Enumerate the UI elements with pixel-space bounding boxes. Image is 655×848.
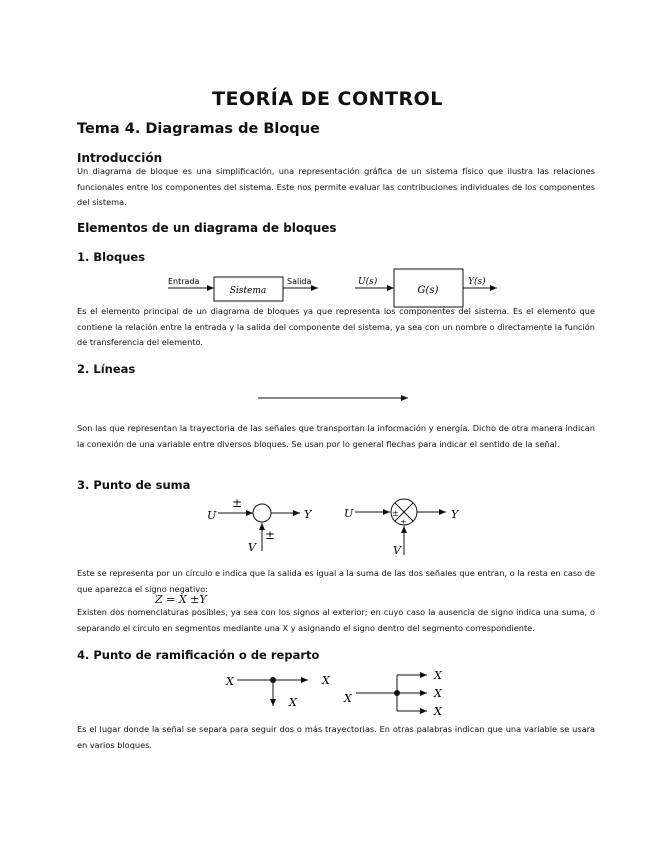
sum2-u-label: U: [344, 507, 354, 520]
input-label: Entrada: [168, 277, 200, 286]
branch2-x-bottom: X: [434, 705, 442, 718]
g-block-label: G(s): [417, 285, 439, 296]
intro-heading: Introducción: [77, 151, 163, 165]
branch1-x-down: X: [289, 696, 297, 709]
intro-paragraph: Un diagrama de bloque es una simplificación, una representación gráfica de un sistema físico que ilustra las relaciones funcionales entre los componentes del sistema. Este nos permite evaluar las contribuciones individuales de los componentes del sistema.: [77, 166, 595, 208]
summing-paragraph-2: Existen dos nomenclaturas posibles, ya sea con los signos al exterior; en cuyo caso la ausencia de signo indica una suma, o separando el círculo en segmentos mediante una X y asignando el signo dentro del segmento correspondiente.: [77, 607, 595, 633]
summing-formula: Z = X ±Y: [155, 593, 207, 606]
branch2-x-top: X: [434, 669, 442, 682]
summing-figure: [0, 488, 655, 560]
sum2-sign-bottom: ±: [400, 518, 407, 527]
lines-paragraph: Son las que representan la trayectoria de las señales que transportan la información y energía. Dicho de otra manera indican la conexión de una variable entre diversos bloques. Se usan por lo general flechas para indicar el sentido de la señal.: [77, 423, 595, 449]
lines-heading: 2. Líneas: [77, 362, 136, 376]
sum2-sign-left: ±: [392, 509, 399, 518]
sum1-v-label: V: [248, 541, 256, 554]
branch1-x-out: X: [322, 674, 330, 687]
sum2-v-label: V: [393, 544, 401, 557]
topic-heading: Tema 4. Diagramas de Bloque: [77, 121, 320, 137]
line-figure: [0, 388, 655, 408]
block-diagram-figure: [0, 260, 655, 310]
branch2-x-mid: X: [434, 687, 442, 700]
output-label: Salida: [287, 277, 312, 286]
y-label: Y(s): [468, 277, 486, 287]
blocks-heading: 1. Bloques: [77, 250, 146, 264]
blocks-paragraph: Es el elemento principal de un diagrama de bloques ya que representa los componentes del sistema. Es el elemento que contiene la relación entre la entrada y la salida del componente del sistema, ya sea con un nombre o directamente la función de transferencia del elemento.: [77, 306, 595, 348]
branch1-x-in: X: [226, 675, 234, 688]
system-block-label: Sistema: [229, 286, 267, 296]
sum1-u-label: U: [207, 509, 217, 522]
sum1-circle: [253, 504, 271, 522]
branch-heading: 4. Punto de ramificación o de reparto: [77, 648, 320, 662]
branch-figure: [0, 664, 655, 724]
sum1-sign-bottom: ±: [265, 528, 276, 542]
sum1-y-label: Y: [304, 508, 312, 521]
u-label: U(s): [358, 277, 378, 287]
sum2-y-label: Y: [451, 508, 459, 521]
elements-heading: Elementos de un diagrama de bloques: [77, 221, 337, 235]
branch2-x-in: X: [344, 692, 352, 705]
sum1-sign-top: ±: [232, 496, 243, 510]
page-title: TEORÍA DE CONTROL: [212, 88, 443, 110]
branch-paragraph: Es el lugar donde la señal se separa para seguir dos o más trayectorias. En otras palabras indican que una variable se usara en varios bloques.: [77, 724, 595, 750]
summing-heading: 3. Punto de suma: [77, 478, 191, 492]
summing-paragraph-1: Este se representa por un círculo e indica que la salida es igual a la suma de las dos señales que entran, o la resta en caso de que aparezca el signo negativo:: [77, 568, 595, 594]
